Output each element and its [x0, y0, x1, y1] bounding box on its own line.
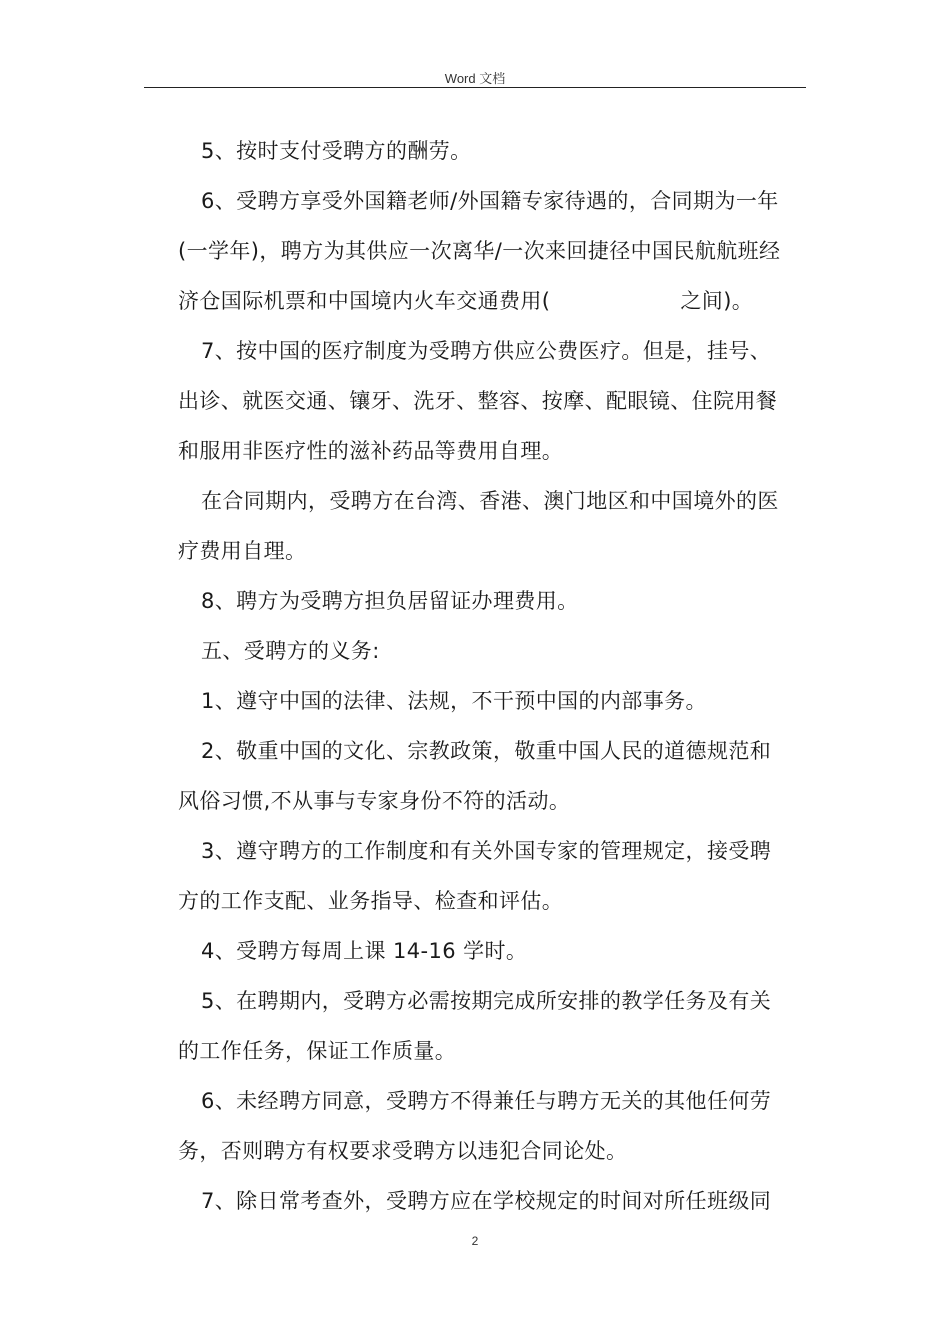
paragraph-line: 方的工作支配、业务指导、检查和评估。: [178, 889, 564, 913]
paragraph-line: 风俗习惯,不从事与专家身份不符的活动。: [178, 789, 571, 813]
paragraph-line: 7、除日常考查外，受聘方应在学校规定的时间对所任班级同: [201, 1189, 772, 1213]
paragraph-line: 和服用非医疗性的滋补药品等费用自理。: [178, 439, 564, 463]
section-heading: 五、受聘方的义务:: [201, 639, 380, 663]
paragraph-line: 疗费用自理。: [178, 539, 307, 563]
document-body: [178, 131, 806, 1231]
paragraph-line: 1、遵守中国的法律、法规，不干预中国的内部事务。: [201, 689, 707, 713]
paragraph-line: 2、敬重中国的文化、宗教政策，敬重中国人民的道德规范和: [201, 739, 772, 763]
paragraph-line-part: 济仓国际机票和中国境内火车交通费用(: [178, 289, 551, 313]
paragraph-line: [178, 281, 806, 331]
paragraph-line-part: 之间)。: [680, 289, 754, 313]
paragraph-line: 5、按时支付受聘方的酬劳。: [201, 139, 472, 163]
paragraph-line: 4、受聘方每周上课 14-16 学时。: [201, 939, 528, 963]
paragraph-line: 8、聘方为受聘方担负居留证办理费用。: [201, 589, 579, 613]
paragraph-line: 的工作任务，保证工作质量。: [178, 1039, 457, 1063]
paragraph-line: 7、按中国的医疗制度为受聘方供应公费医疗。但是，挂号、: [201, 339, 772, 363]
header-divider: [144, 87, 806, 88]
paragraph-line: 5、在聘期内，受聘方必需按期完成所安排的教学任务及有关: [201, 989, 772, 1013]
page-number: 2: [471, 1234, 479, 1248]
paragraph-line: (一学年)，聘方为其供应一次离华/一次来回捷径中国民航航班经: [178, 239, 781, 263]
paragraph-line: 在合同期内，受聘方在台湾、香港、澳门地区和中国境外的医: [201, 489, 779, 513]
paragraph-line: 出诊、就医交通、镶牙、洗牙、整容、按摩、配眼镜、住院用餐: [178, 389, 778, 413]
paragraph-line: 6、未经聘方同意，受聘方不得兼任与聘方无关的其他任何劳: [201, 1089, 772, 1113]
paragraph-line: 3、遵守聘方的工作制度和有关外国专家的管理规定，接受聘: [201, 839, 772, 863]
paragraph-line: 务，否则聘方有权要求受聘方以违犯合同论处。: [178, 1139, 628, 1163]
page-header: Word 文档: [444, 71, 506, 86]
paragraph-line: 6、受聘方享受外国籍老师/外国籍专家待遇的，合同期为一年: [201, 189, 779, 213]
